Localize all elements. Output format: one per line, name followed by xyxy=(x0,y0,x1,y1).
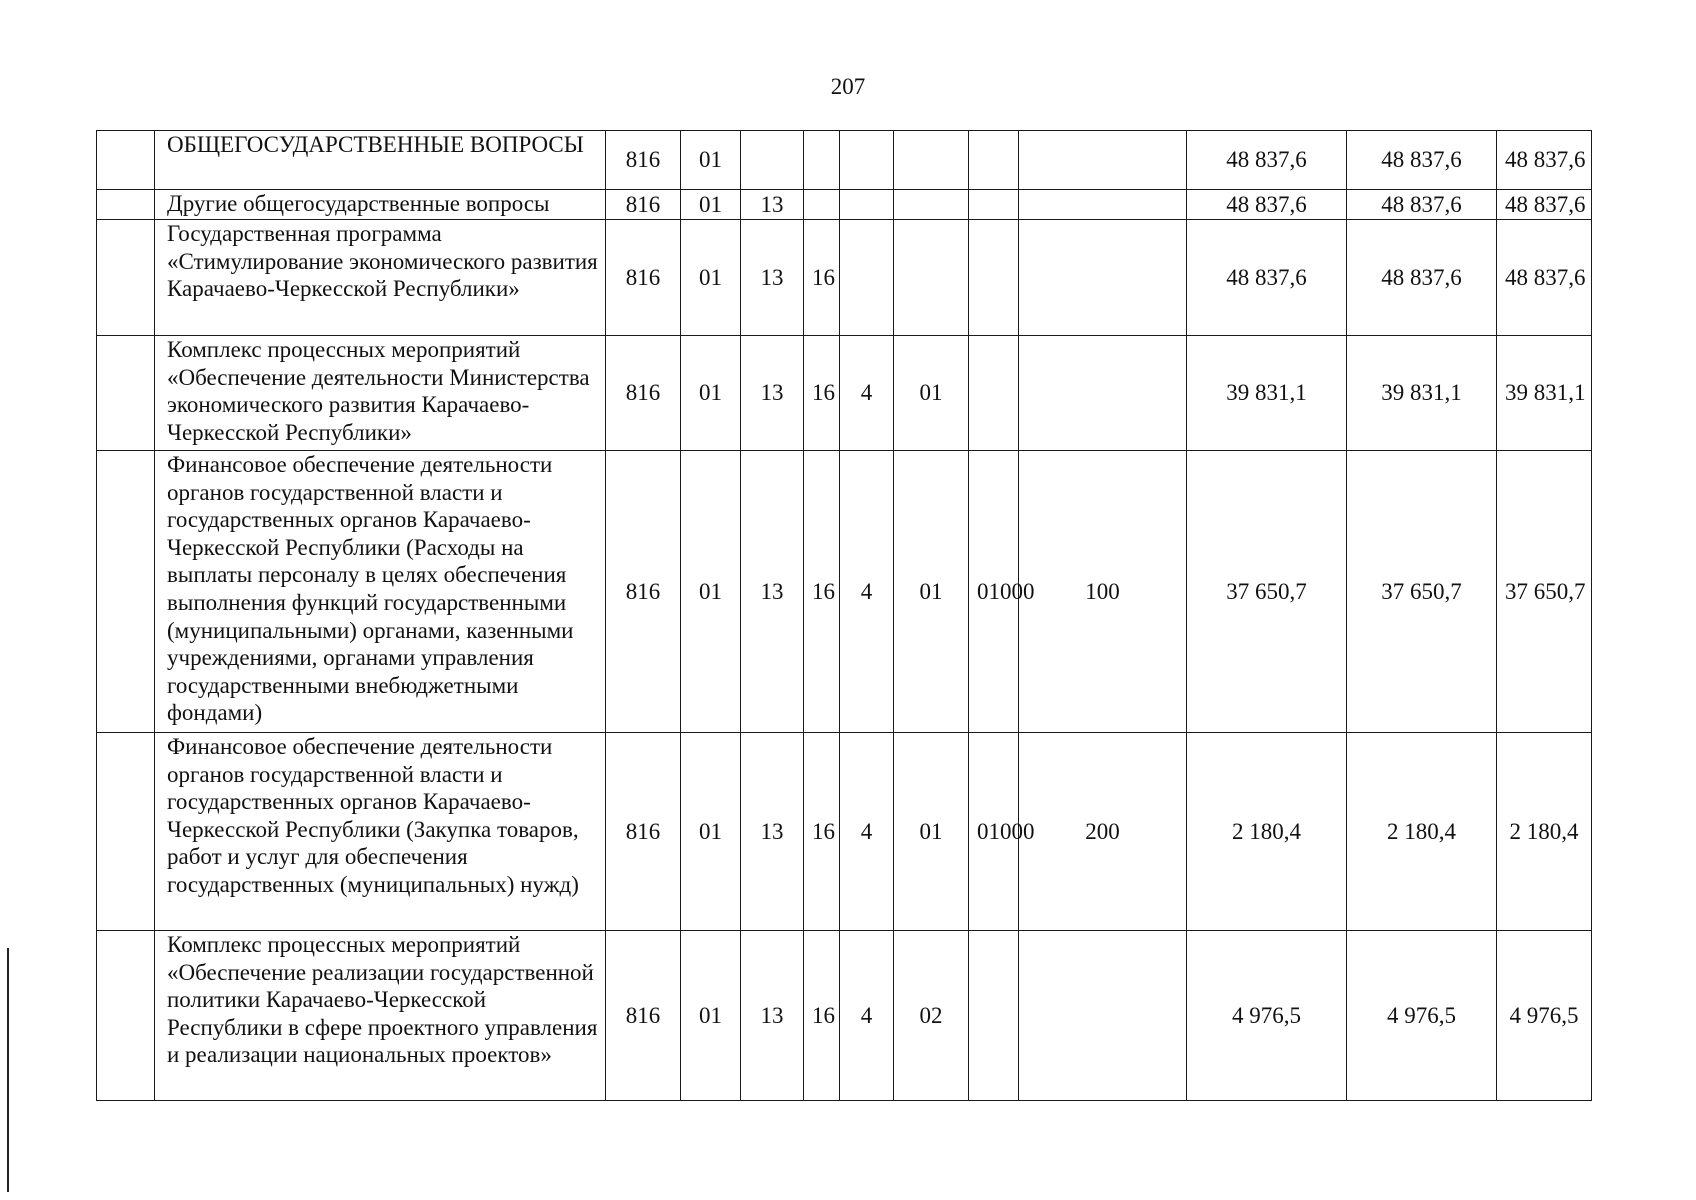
expense-type-code xyxy=(1019,931,1187,1101)
activity-code: 01 xyxy=(894,451,969,733)
page-number: 207 xyxy=(830,74,866,99)
ministry-code: 816 xyxy=(606,336,681,451)
section-code: 01 xyxy=(681,451,741,733)
amount-year-2: 4 976,5 xyxy=(1347,931,1497,1101)
program-code: 16 xyxy=(804,931,840,1101)
program-code: 16 xyxy=(804,220,840,336)
program-code: 16 xyxy=(804,733,840,931)
ministry-code: 816 xyxy=(606,733,681,931)
amount-year-2: 37 650,7 xyxy=(1347,451,1497,733)
activity-code: 02 xyxy=(894,931,969,1101)
subsection-code: 13 xyxy=(741,931,804,1101)
direction-code xyxy=(969,931,1019,1101)
program-code: 16 xyxy=(804,336,840,451)
table-row xyxy=(97,451,1592,733)
amount-year-1: 37 650,7 xyxy=(1187,451,1347,733)
activity-code xyxy=(894,131,969,190)
section-code: 01 xyxy=(681,931,741,1101)
row-index-cell xyxy=(97,220,155,336)
direction-code xyxy=(969,190,1019,220)
amount-year-2: 39 831,1 xyxy=(1347,336,1497,451)
subsection-code: 13 xyxy=(741,336,804,451)
amount-year-1: 48 837,6 xyxy=(1187,131,1347,190)
amount-year-3: 4 976,5 xyxy=(1497,931,1592,1101)
table-row xyxy=(97,220,1592,336)
amount-year-1: 48 837,6 xyxy=(1187,220,1347,336)
expense-type-code xyxy=(1019,220,1187,336)
program-code xyxy=(804,190,840,220)
table-row xyxy=(97,931,1592,1101)
row-name: ОБЩЕГОСУДАРСТВЕННЫЕ ВОПРОСЫ xyxy=(155,131,606,190)
ministry-code: 816 xyxy=(606,190,681,220)
section-code: 01 xyxy=(681,190,741,220)
expense-type-code xyxy=(1019,336,1187,451)
activity-code xyxy=(894,220,969,336)
expense-type-code xyxy=(1019,190,1187,220)
amount-year-3: 2 180,4 xyxy=(1497,733,1592,931)
subsection-code: 13 xyxy=(741,220,804,336)
amount-year-2: 2 180,4 xyxy=(1347,733,1497,931)
section-code: 01 xyxy=(681,733,741,931)
subsection-code xyxy=(741,131,804,190)
amount-year-3: 48 837,6 xyxy=(1497,190,1592,220)
budget-table xyxy=(96,130,1592,1101)
program-type-code xyxy=(840,190,894,220)
amount-year-1: 4 976,5 xyxy=(1187,931,1347,1101)
amount-year-2: 48 837,6 xyxy=(1347,220,1497,336)
table-row xyxy=(97,733,1592,931)
direction-code xyxy=(969,220,1019,336)
row-index-cell xyxy=(97,190,155,220)
subsection-code: 13 xyxy=(741,451,804,733)
section-code: 01 xyxy=(681,336,741,451)
table-row xyxy=(97,336,1592,451)
section-code: 01 xyxy=(681,220,741,336)
row-name: Финансовое обеспечение деятельности органов государственной власти и государственных органов Карачаево-Черкесской Республики (Закупка товаров, работ и услуг для обеспечения государственных (муниципальных) нужд) xyxy=(155,733,606,931)
row-index-cell xyxy=(97,336,155,451)
activity-code xyxy=(894,190,969,220)
row-name: Комплекс процессных мероприятий «Обеспечение реализации государственной политики Карачаево-Черкесской Республики в сфере проектного управления и реализации национальных проектов» xyxy=(155,931,606,1101)
amount-year-3: 39 831,1 xyxy=(1497,336,1592,451)
table-row xyxy=(97,190,1592,220)
amount-year-2: 48 837,6 xyxy=(1347,131,1497,190)
ministry-code: 816 xyxy=(606,931,681,1101)
program-type-code xyxy=(840,131,894,190)
ministry-code: 816 xyxy=(606,220,681,336)
row-name: Комплекс процессных мероприятий «Обеспечение деятельности Министерства экономического развития Карачаево-Черкесской Республики» xyxy=(155,336,606,451)
amount-year-3: 48 837,6 xyxy=(1497,131,1592,190)
direction-code xyxy=(969,336,1019,451)
row-name: Государственная программа «Стимулирование экономического развития Карачаево-Черкесской Республики» xyxy=(155,220,606,336)
amount-year-1: 48 837,6 xyxy=(1187,190,1347,220)
amount-year-3: 48 837,6 xyxy=(1497,220,1592,336)
row-name: Другие общегосударственные вопросы xyxy=(155,190,606,220)
table-row xyxy=(97,131,1592,190)
program-type-code xyxy=(840,220,894,336)
ministry-code: 816 xyxy=(606,131,681,190)
program-code: 16 xyxy=(804,451,840,733)
amount-year-1: 2 180,4 xyxy=(1187,733,1347,931)
amount-year-1: 39 831,1 xyxy=(1187,336,1347,451)
program-code xyxy=(804,131,840,190)
amount-year-2: 48 837,6 xyxy=(1347,190,1497,220)
program-type-code: 4 xyxy=(840,931,894,1101)
row-index-cell xyxy=(97,131,155,190)
activity-code: 01 xyxy=(894,733,969,931)
row-index-cell xyxy=(97,733,155,931)
row-name: Финансовое обеспечение деятельности органов государственной власти и государственных органов Карачаево-Черкесской Республики (Расходы на выплаты персоналу в целях обеспечения выполнения функций государственными (муниципальными) органами, казенными учреждениями, органами управления государственными внебюджетными фондами) xyxy=(155,451,606,733)
row-index-cell xyxy=(97,931,155,1101)
ministry-code: 816 xyxy=(606,451,681,733)
subsection-code: 13 xyxy=(741,733,804,931)
section-code: 01 xyxy=(681,131,741,190)
amount-year-3: 37 650,7 xyxy=(1497,451,1592,733)
direction-code xyxy=(969,131,1019,190)
program-type-code: 4 xyxy=(840,336,894,451)
row-index-cell xyxy=(97,451,155,733)
subsection-code: 13 xyxy=(741,190,804,220)
direction-code: 01000 xyxy=(969,733,1019,931)
program-type-code: 4 xyxy=(840,451,894,733)
expense-type-code: 200 xyxy=(1019,733,1187,931)
expense-type-code: 100 xyxy=(1019,451,1187,733)
scan-margin-line xyxy=(7,948,9,1192)
expense-type-code xyxy=(1019,131,1187,190)
direction-code: 01000 xyxy=(969,451,1019,733)
program-type-code: 4 xyxy=(840,733,894,931)
activity-code: 01 xyxy=(894,336,969,451)
